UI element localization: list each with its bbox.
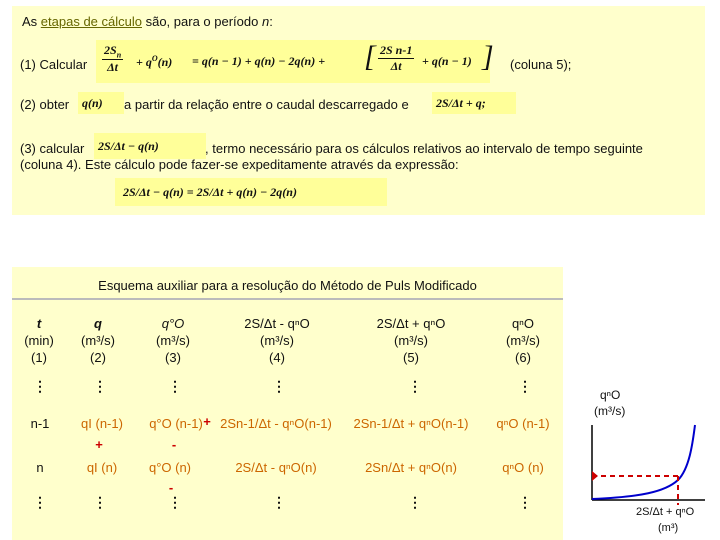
ellipsis-col5: ⋮ [408,378,422,394]
chart-curve [592,425,695,499]
header-col6: qⁿO (m³/s) (6) [506,316,540,365]
step3-symbol: 2S/Δt − q(n) [94,133,206,159]
row-n-col5: 2Sn/Δt + qⁿO(n) [365,460,457,475]
plus-operator: + [95,437,103,452]
header-col4: 2S/Δt - qⁿO (m³/s) (4) [244,316,310,365]
ellipsis-col2: ⋮ [93,378,107,394]
chart-ylabel: qⁿO [600,388,621,402]
chart-guide-arrowhead [592,471,598,481]
header-qo0: q°O (m³/s) (3) [156,316,190,365]
ellipsis-col6: ⋮ [518,378,532,394]
table-title: Esquema auxiliar para a resolução do Método de Puls Modificado [98,278,477,293]
ellipsis-col1: ⋮ [33,378,47,394]
intro-text: As etapas de cálculo são, para o período n: [22,14,273,29]
step2-text: a partir da relação entre o caudal descarregado e [124,97,409,112]
row-n1-t: n-1 [30,416,50,431]
chart-xunit: (m³) [658,522,679,534]
step2-label: (2) obter [20,97,70,112]
ellipsis-bottom-col6: ⋮ [518,494,532,510]
step3-label: (3) calcular [20,141,85,156]
step1-label: (1) Calcular [20,57,88,72]
storage-outflow-chart [580,380,715,510]
plus-sign-operator: + [203,414,211,429]
step2-expression: 2S/Δt + q; [432,92,516,114]
step3-formula: 2S/Δt − q(n) = 2S/Δt + q(n) − 2q(n) [115,178,387,206]
step1-note: (coluna 5); [510,57,572,72]
row-n1-col5: 2Sn-1/Δt + qⁿO(n-1) [353,416,469,431]
row-n1-qi: qI (n-1) [81,416,123,431]
row-n-col6: qⁿO (n) [502,460,544,475]
table-title-divider [12,298,563,300]
minus-operator: - [171,437,177,452]
header-qi: q (m³/s) (2) [81,316,115,365]
ellipsis-bottom-col2: ⋮ [93,494,107,510]
header-t: t (min) (1) [24,316,54,365]
row-n1-qo: q°O (n-1) [149,416,203,431]
row-n1-col6: qⁿO (n-1) [496,416,550,431]
step3-text-line2: (coluna 4). Este cálculo pode fazer-se expeditamente através da expressão: [20,157,459,172]
row-n-t: n [36,460,44,475]
step1-formula: $\frac{2S_n}{\Delta t}$ + $q^O(n)$ = q(n − 1) + q(n) − 2q(n) + [ $\frac{\text{2S n-1}}{\Delta t}$ + q(n − 1) ] [96,40,490,83]
ellipsis-bottom-col3: ⋮ [168,494,182,510]
ellipsis-bottom-col1: ⋮ [33,494,47,510]
step2-symbol: q(n) [78,92,124,114]
chart-xlabel: 2S/Δt + qⁿO [636,506,695,518]
ellipsis-col4: ⋮ [272,378,286,394]
ellipsis-bottom-col4: ⋮ [272,494,286,510]
minus-operator-2: - [168,480,174,495]
row-n-qi: qI (n) [86,460,118,475]
step3-text: , termo necessário para os cálculos relativos ao intervalo de tempo seguinte [205,141,643,156]
ellipsis-bottom-col5: ⋮ [408,494,422,510]
row-n1-col4: 2Sn-1/Δt - qⁿO(n-1) [220,416,332,431]
header-col5: 2S/Δt + qⁿO (m³/s) (5) [376,316,446,365]
intro-highlight: etapas de cálculo [40,14,142,29]
row-n-col4: 2S/Δt - qⁿO(n) [235,460,317,475]
ellipsis-col3: ⋮ [168,378,182,394]
row-n-qo: q°O (n) [148,460,192,475]
chart-yunit: (m³/s) [594,404,626,418]
